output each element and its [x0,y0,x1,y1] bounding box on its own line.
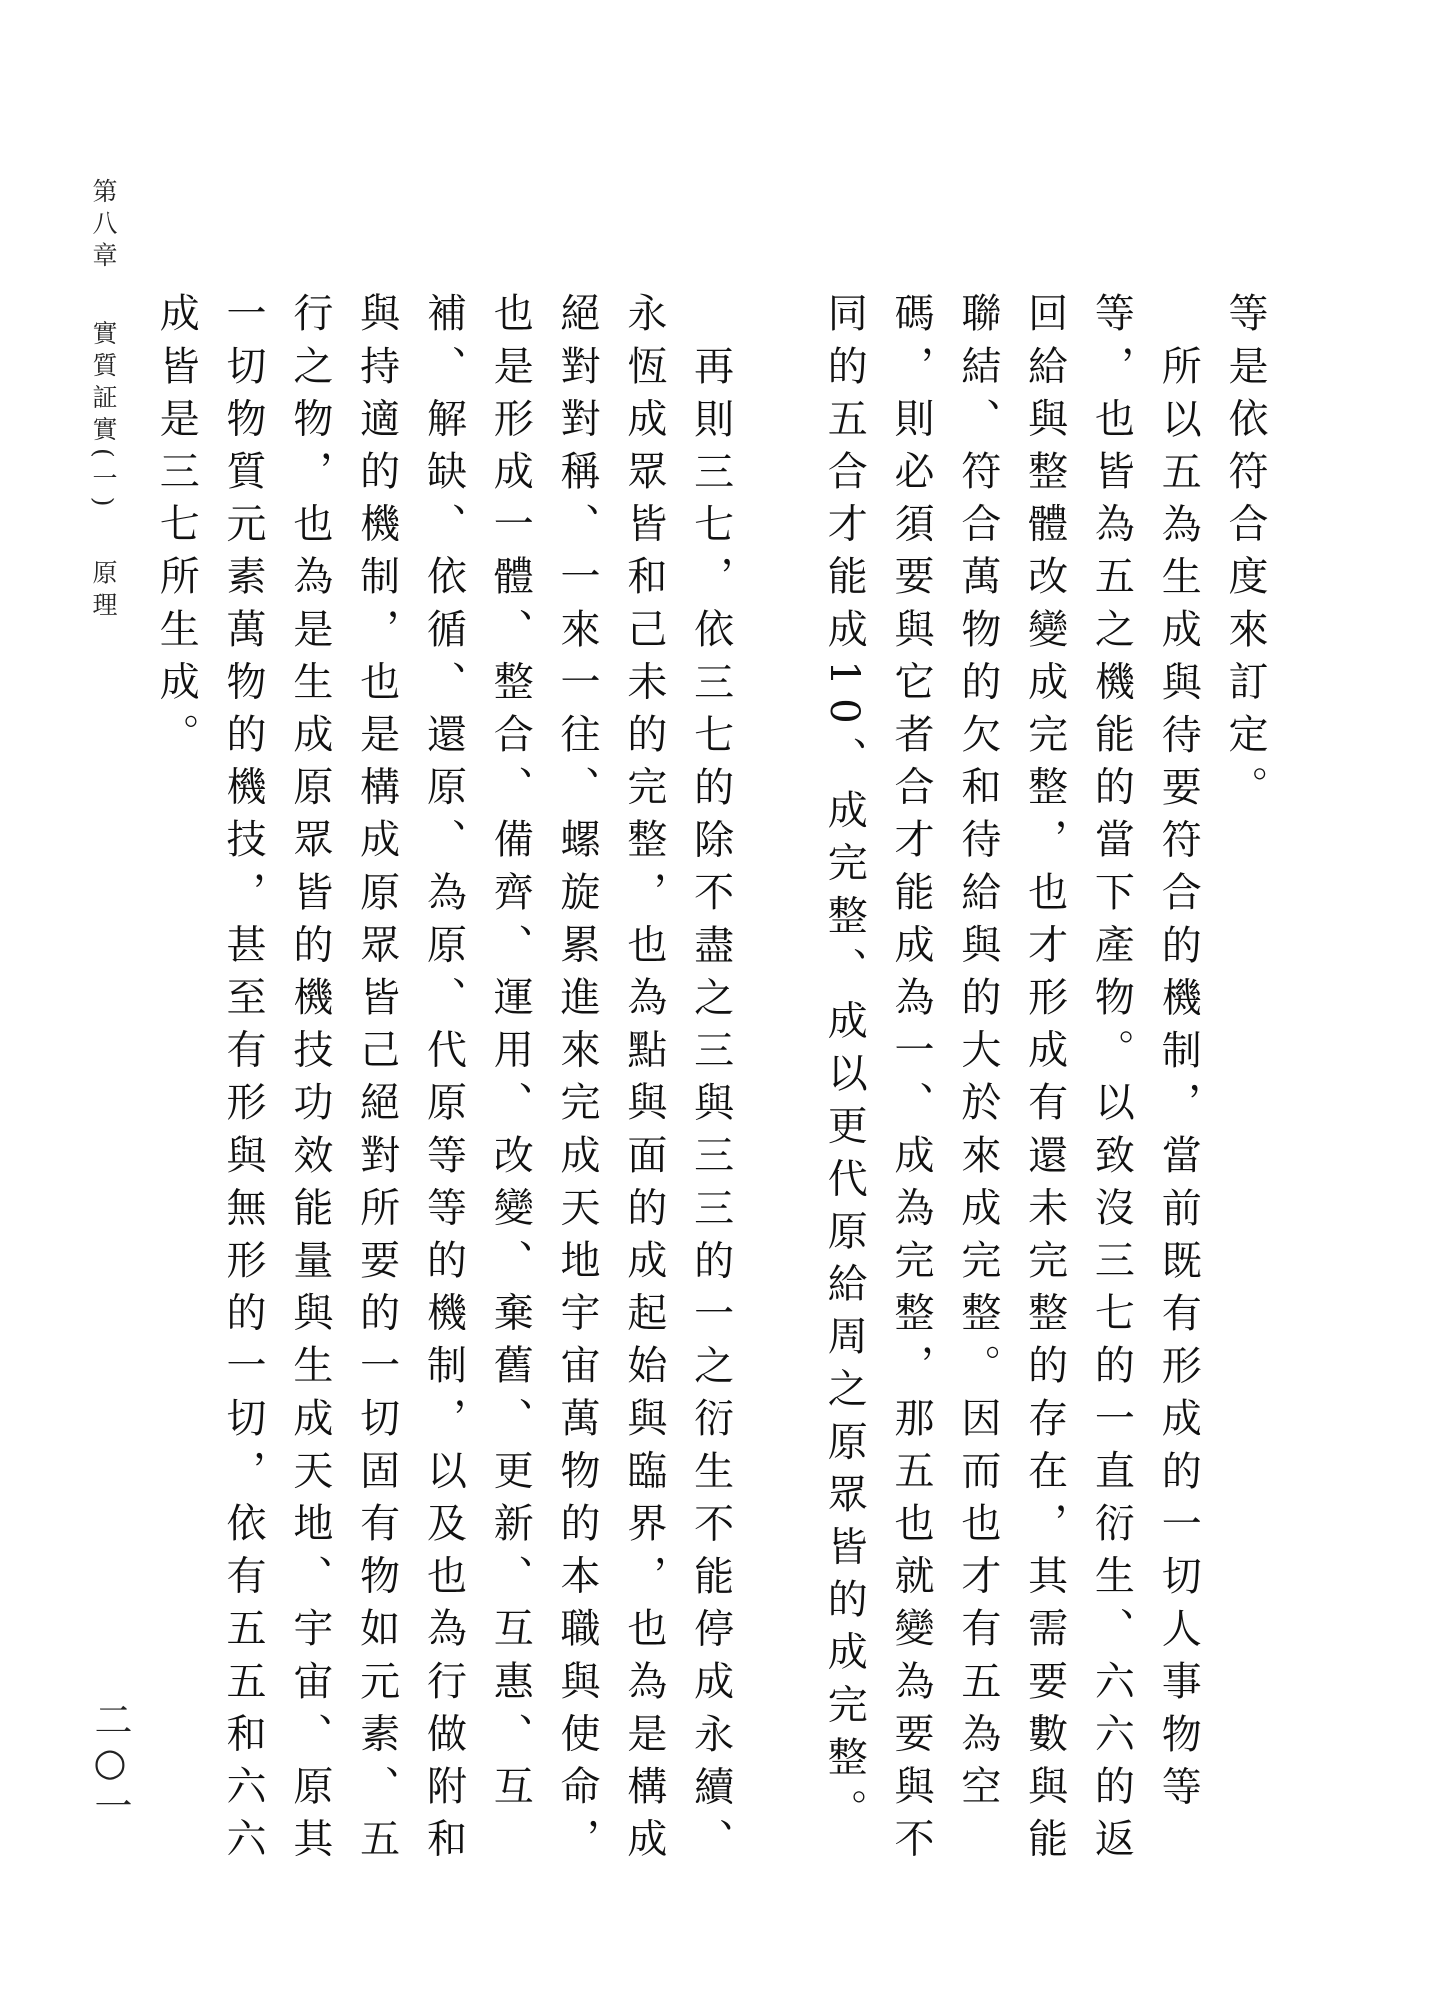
paragraph: 再則三七，依三七的除不盡之三與三三的一之衍生不能停成永續、永恆成眾皆和己未的完整，也為點與面的成起始與臨界，也為是構成絕對對稱、一來一往、螺旋累進來完成天地宇宙萬物的本職與使命，也是形成一體、整合、備齊、運用、改變、棄舊、更新、互惠、互補、解缺、依循、還原、為原、代原等等的機制，以及也為行做附和與持適的機制，也是構成原眾皆己絕對所要的一切固有物如元素、五行之物，也為是生成原眾皆的機技功效能量與生成天地、宇宙、原其一切物質元素萬物的機技，甚至有形與無形的一切，依有五五和六六成皆是三七所生成。 [153,292,734,1870]
paragraph: 等是依符合度來訂定。 [1222,292,1268,818]
running-header [88,178,118,624]
page-number: 二○一 [88,1700,132,1826]
body-text [153,292,1278,1882]
chapter-label: 第八章 [89,178,118,274]
book-title: 實質証實(一) [89,320,118,514]
section-label: 原理 [89,559,118,624]
paragraph-spacer [744,292,811,1882]
paragraph: 所以五為生成與待要符合的機制，當前既有形成的一切人事物等等，也皆為五之機能的當下產物。以致沒三七的一直衍生、六六的返回給與整體改變成完整，也才形成有還未完整的存在，其需要數與能聯結、符合萬物的欠和待給與的大於來成完整。因而也才有五為空碼，則必須要與它者合才能成為一、成為完整，那五也就變為要與不同的五合才能成10、成完整、成以更代原給周之原眾皆的成完整。 [821,292,1202,1870]
